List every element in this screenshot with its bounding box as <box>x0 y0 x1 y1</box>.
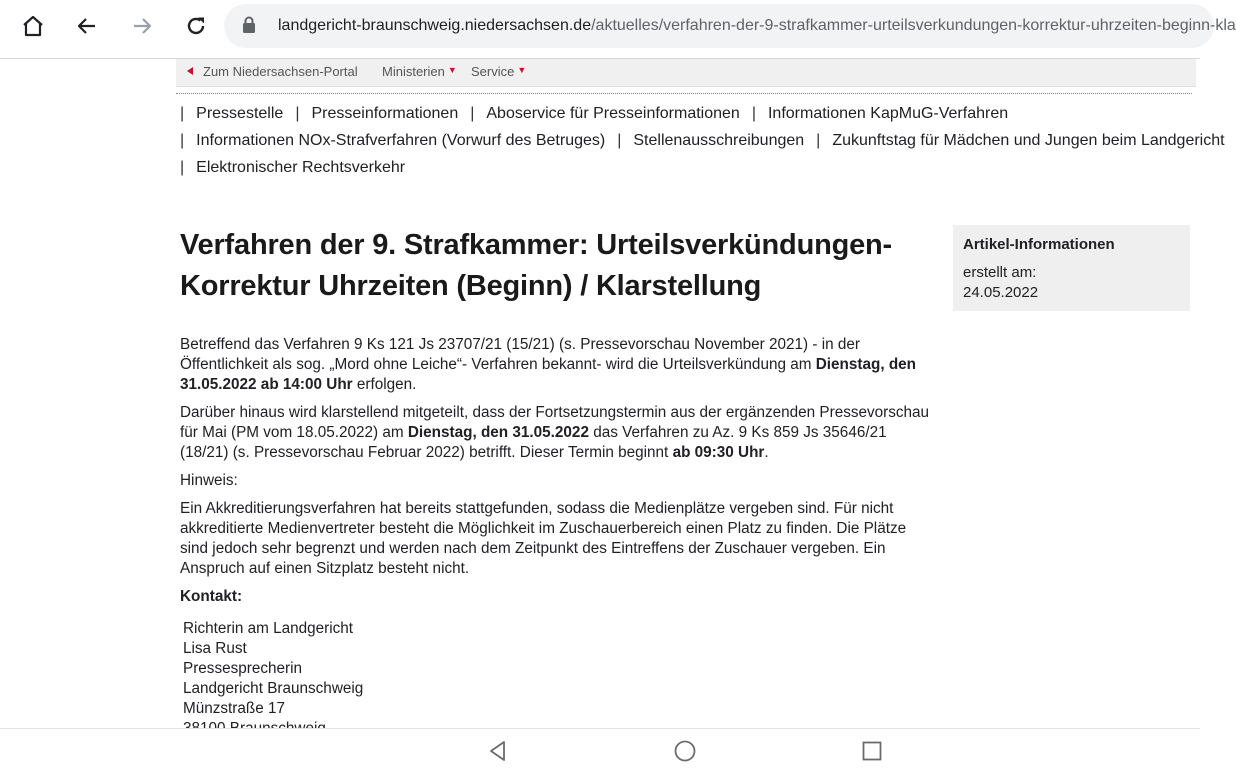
title-line-1: Verfahren der 9. Strafkammer: Urteilsverkündungen- <box>180 229 893 261</box>
p1-bold-date: Dienstag, den 31.05.2022 ab 14:00 Uhr <box>180 356 917 393</box>
contact-address <box>180 619 930 739</box>
address-line: Landgericht Braunschweig <box>183 680 364 697</box>
nav-link-zukunftstag[interactable]: Zukunftstag für Mädchen und Jungen beim Landgericht <box>832 132 1225 149</box>
portal-back-link[interactable] <box>187 64 358 79</box>
url-host: landgericht-braunschweig.niedersachsen.de <box>278 17 592 34</box>
forward-button[interactable] <box>122 6 162 46</box>
nav-separator: | <box>617 132 622 149</box>
address-bar[interactable] <box>224 4 1236 48</box>
ministerien-label: Ministerien <box>382 64 445 79</box>
nav-row <box>180 131 1225 158</box>
top-navigation <box>180 104 1225 185</box>
dropdown-arrow-icon: ▼ <box>447 65 457 75</box>
square-recents-icon <box>861 740 883 762</box>
article-info-box <box>953 225 1190 311</box>
p1-text-end: erfolgen. <box>352 376 417 393</box>
ministerien-menu[interactable] <box>382 64 457 79</box>
address-line: Münzstraße 17 <box>183 700 286 717</box>
address-line: Lisa Rust <box>183 640 247 657</box>
system-nav-bar <box>0 728 1200 772</box>
reload-icon <box>184 14 208 38</box>
system-home-button[interactable] <box>670 737 700 765</box>
nav-separator: | <box>751 105 756 122</box>
arrow-right-icon <box>130 14 154 38</box>
service-label: Service <box>471 64 515 79</box>
browser-toolbar <box>0 0 1236 54</box>
nav-link-stellen[interactable]: Stellenausschreibungen <box>633 132 805 149</box>
nav-separator: | <box>470 105 475 122</box>
reload-button[interactable] <box>176 6 216 46</box>
home-icon <box>21 14 45 38</box>
portal-bar <box>176 59 1196 87</box>
url-text[interactable] <box>278 16 1236 36</box>
url-path: /aktuelles/verfahren-der-9-strafkammer-urteilsverkundungen-korrektur-uhrzeiten-beginn-kla <box>591 17 1236 34</box>
back-button[interactable] <box>67 6 107 46</box>
portal-back-label: Zum Niedersachsen-Portal <box>203 64 358 79</box>
nav-link-aboservice[interactable]: Aboservice für Presseinformationen <box>486 105 740 122</box>
nav-separator: | <box>295 105 300 122</box>
dropdown-arrow-icon: ▼ <box>517 65 527 75</box>
nav-separator: | <box>180 132 185 149</box>
triangle-back-icon <box>487 740 509 762</box>
p2-bold-time: ab 09:30 Uhr <box>672 444 765 461</box>
kontakt-heading: Kontakt: <box>180 588 243 605</box>
p2-text-end: . <box>764 444 769 461</box>
nav-link-presseinformationen[interactable]: Presseinformationen <box>311 105 459 122</box>
nav-link-pressestelle[interactable]: Pressestelle <box>196 105 284 122</box>
address-line: Richterin am Landgericht <box>183 620 354 637</box>
page-title <box>180 225 930 307</box>
arrow-left-icon <box>75 14 99 38</box>
nav-separator: | <box>180 105 185 122</box>
nav-link-nox[interactable]: Informationen NOx-Strafverfahren (Vorwurf des Betruges) <box>196 132 606 149</box>
system-back-button[interactable] <box>483 737 513 765</box>
p1-text: Betreffend das Verfahren 9 Ks 121 Js 23707/21 (15/21) (s. Pressevorschau November 2021) - in der Öffentlichkeit als sog. „Mord ohne Leiche“- Verfahren bekannt- wird die Urteilsverkündung am <box>180 336 860 373</box>
page-viewport <box>0 59 1225 728</box>
nav-separator: | <box>816 132 821 149</box>
paragraph-1 <box>180 335 930 395</box>
address-line: Pressesprecherin <box>183 660 303 677</box>
paragraph-2 <box>180 403 930 463</box>
created-label: erstellt am: <box>963 264 1037 281</box>
nav-link-kapmug[interactable]: Informationen KapMuG-Verfahren <box>767 105 1009 122</box>
created-date: 24.05.2022 <box>963 284 1039 301</box>
dotted-divider <box>176 93 1192 94</box>
article <box>180 225 930 739</box>
home-button[interactable] <box>13 6 53 46</box>
nav-row <box>180 104 1196 131</box>
system-recents-button[interactable] <box>857 737 887 765</box>
nav-row <box>180 158 1196 185</box>
lock-icon <box>242 16 256 34</box>
p2-text: Darüber hinaus wird klarstellend mitgeteilt, dass der Fortsetzungstermin aus der ergänzenden Pressevorschau für Mai (PM vom 18.05.2022) am <box>180 404 930 441</box>
circle-home-icon <box>673 739 697 763</box>
triangle-left-icon <box>187 67 193 75</box>
p2-bold-date: Dienstag, den 31.05.2022 <box>407 424 589 441</box>
service-menu[interactable] <box>471 64 526 79</box>
article-info-title: Artikel-Informationen <box>963 236 1115 253</box>
paragraph-3: Ein Akkreditierungsverfahren hat bereits stattgefunden, sodass die Medienplätze vergeben sind. Für nicht akkreditierte Medienvertreter besteht die Möglichkeit im Zuschauerbereich einen Platz zu finden. Die Plätze sind jedoch sehr begrenzt und werden nach dem Zeitpunkt des Eintreffens der Zuschauer vergeben. Ein Anspruch auf einen Sitzplatz besteht nicht. <box>180 500 907 577</box>
nav-link-rechtsverkehr[interactable]: Elektronischer Rechtsverkehr <box>196 159 406 176</box>
title-line-2: Korrektur Uhrzeiten (Beginn) / Klarstellung <box>180 270 762 302</box>
p2-text-mid: das Verfahren zu Az. 9 Ks 859 Js 35646/21 (18/21) (s. Pressevorschau Februar 2022) betrifft. Dieser Termin beginnt <box>180 424 887 461</box>
hinweis-label: Hinweis: <box>180 472 238 489</box>
nav-separator: | <box>180 159 185 176</box>
